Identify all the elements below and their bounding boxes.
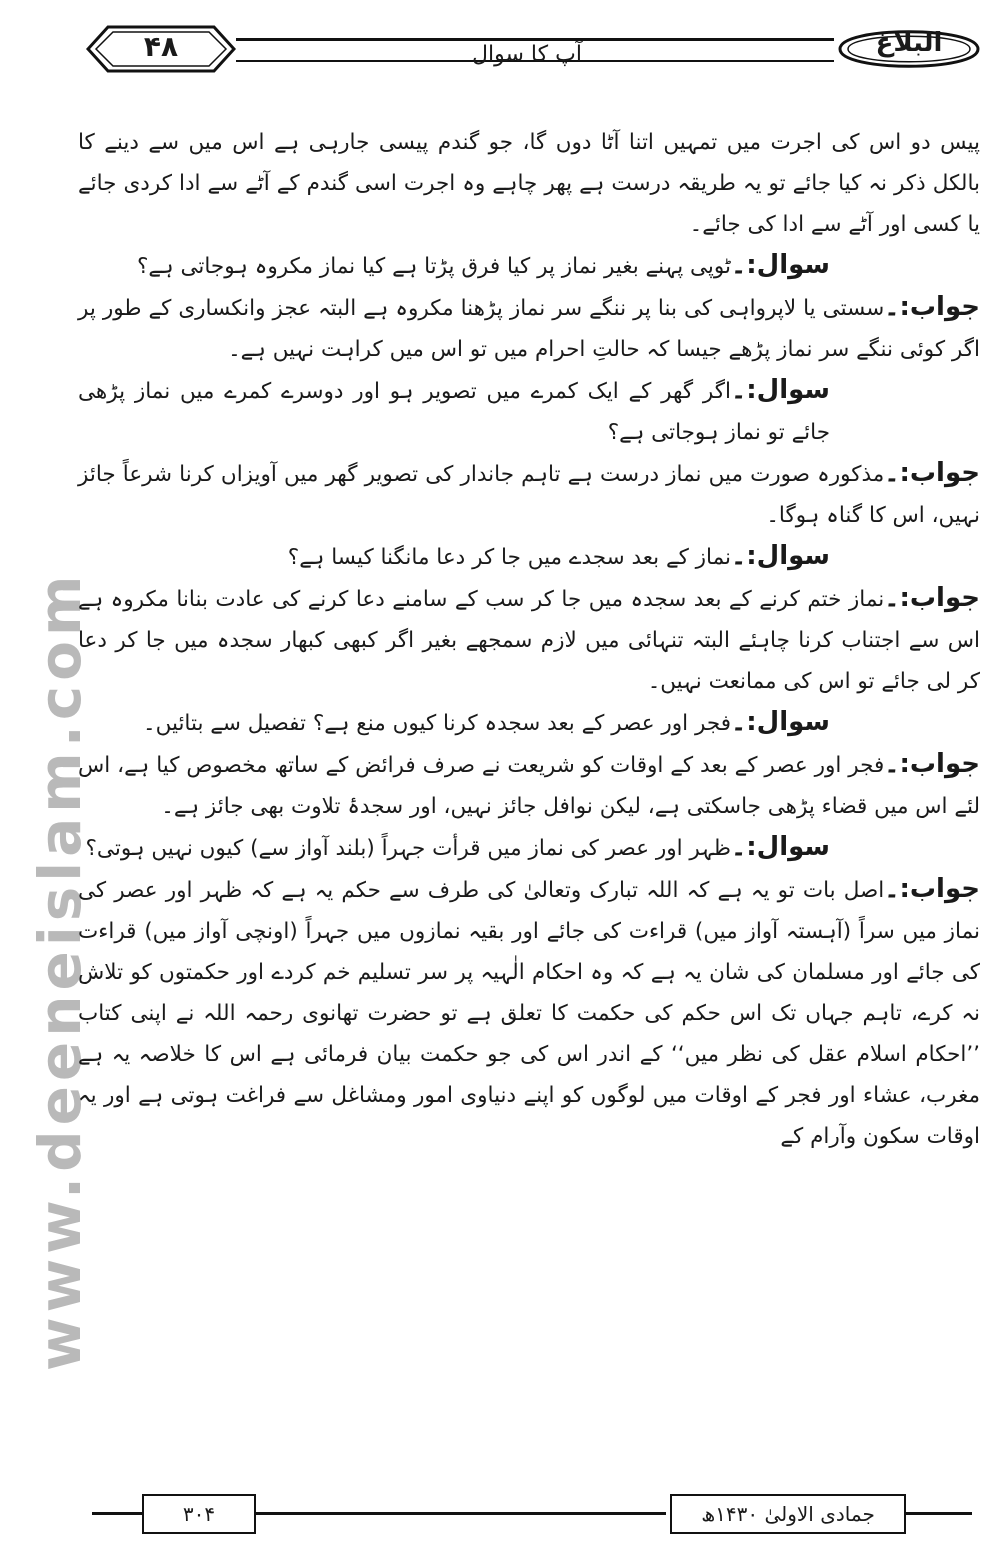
answer-label: جواب:۔ xyxy=(884,292,980,322)
watermark xyxy=(0,0,94,1564)
question-1: سوال:۔ٹوپی پہنے بغیر نماز پر کیا فرق پڑتا ہے کیا نماز مکروہ ہوجاتی ہے؟ xyxy=(137,250,830,280)
answer-1: جواب:۔سستی یا لاپرواہی کی بنا پر ننگے سر نماز پڑھنا مکروہ ہے البتہ عجز وانکساری کے طور پر اگر کوئی ننگے سر نماز پڑھے جیسا کہ حالتِ احرام میں تو اس میں کراہت نہیں ہے۔ xyxy=(78,292,980,362)
question-5: سوال:۔ظہر اور عصر کی نماز میں قرأت جہراً (بلند آواز سے) کیوں نہیں ہوتی؟ xyxy=(85,832,830,862)
question-2: سوال:۔اگر گھر کے ایک کمرے میں تصویر ہو اور دوسرے کمرے میں نماز پڑھی جائے تو نماز ہوجاتی ہے؟ xyxy=(78,375,830,445)
header-page-number-box xyxy=(86,24,236,74)
footer-rule-left xyxy=(92,1512,142,1515)
answer-label: جواب:۔ xyxy=(884,749,980,779)
paragraph-intro: پیس دو اس کی اجرت میں تمہیں اتنا آٹا دوں گا، جو گندم پیسی جارہی ہے اس میں سے دینے کا بالکل ذکر نہ کیا جائے تو یہ طریقہ درست ہے پھر چاہے وہ اجرت اسی گندم کے آٹے سے ادا کردی جائے یا کسی اور آٹے سے ادا کی جائے۔ xyxy=(78,130,980,237)
footer-issue-date: جمادی الاولیٰ ۱۴۳۰ھ xyxy=(670,1494,906,1534)
question-label: سوال:۔ xyxy=(731,707,830,737)
question-label: سوال:۔ xyxy=(731,541,830,571)
logo-text: البلاغ xyxy=(875,28,943,58)
page-header xyxy=(72,20,984,80)
answer-label: جواب:۔ xyxy=(884,874,980,904)
section-title: آپ کا سوال xyxy=(472,42,582,67)
question-label: سوال:۔ xyxy=(731,375,830,405)
question-label: سوال:۔ xyxy=(731,832,830,862)
article-body xyxy=(78,122,980,1157)
answer-4: جواب:۔فجر اور عصر کے بعد کے اوقات کو شریعت نے صرف فرائض کے ساتھ مخصوص کیا ہے، اس لئے اس میں قضاء پڑھی جاسکتی ہے، لیکن نوافل جائز نہیں، اور سجدۂ تلاوت بھی جائز ہے۔ xyxy=(78,749,980,819)
question-4: سوال:۔فجر اور عصر کے بعد سجدہ کرنا کیوں منع ہے؟ تفصیل سے بتائیں۔ xyxy=(143,707,830,737)
watermark-text: www.deeneislam.com xyxy=(26,570,94,1371)
footer-page-number: ۳۰۴ xyxy=(142,1494,256,1534)
answer-2: جواب:۔مذکورہ صورت میں نماز درست ہے تاہم جاندار کی تصویر گھر میں آویزاں کرنا شرعاً جائز نہیں، اس کا گناہ ہوگا۔ xyxy=(78,458,980,528)
answer-3: جواب:۔نماز ختم کرنے کے بعد سجدہ میں جا کر سب کے سامنے دعا کرنے کی عادت بنانا مکروہ ہے اس سے اجتناب کرنا چاہئے البتہ تنہائی میں لازم سمجھے بغیر اگر کبھی کبھار سجدہ میں جا کر دعا کر لی جائے تو اس کی ممانعت نہیں۔ xyxy=(78,583,980,694)
header-page-number: ۴۸ xyxy=(143,30,179,63)
footer-rule-right xyxy=(906,1512,972,1515)
answer-5: جواب:۔اصل بات تو یہ ہے کہ اللہ تبارک وتعالیٰ کی طرف سے حکم یہ ہے کہ ظہر اور عصر کی نماز میں سراً (آہستہ آواز میں) قراءت کی جائے اور بقیہ نمازوں میں جہراً (اونچی آواز میں) قراءت کی جائے اور مسلمان کی شان یہ ہے کہ وہ احکام الٰہیہ پر سر تسلیم خم کردے اور حکمتوں کو تلاش نہ کرے، تاہم جہاں تک اس حکم کی حکمت کا تعلق ہے تو حضرت تھانوی رحمہ اللہ نے اپنی کتاب ’’احکام اسلام عقل کی نظر میں‘‘ کے اندر اس کی جو حکمت بیان فرمائی ہے اس کا خلاصہ یہ ہے مغرب، عشاء اور فجر کے اوقات میں لوگوں کو اپنے دنیاوی امور ومشاغل سے فراغت ہوتی ہے اور یہ اوقات سکون وآرام کے xyxy=(78,874,980,1149)
header-rule-top xyxy=(236,38,834,41)
question-label: سوال:۔ xyxy=(731,250,830,280)
magazine-logo xyxy=(834,20,984,78)
answer-label: جواب:۔ xyxy=(884,458,980,488)
question-3: سوال:۔نماز کے بعد سجدے میں جا کر دعا مانگنا کیسا ہے؟ xyxy=(287,541,830,571)
answer-label: جواب:۔ xyxy=(884,583,980,613)
page-footer xyxy=(92,1488,972,1538)
footer-rule-middle xyxy=(256,1512,666,1515)
